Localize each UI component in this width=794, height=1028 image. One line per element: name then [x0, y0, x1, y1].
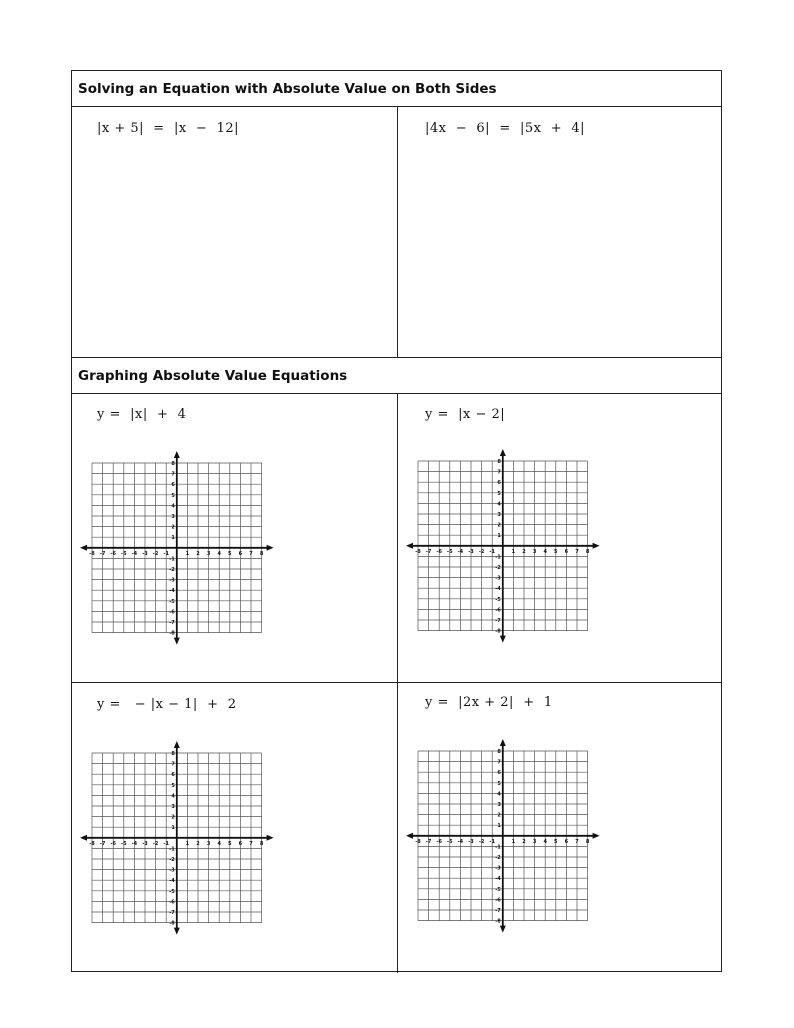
x-tick-label: -7: [99, 840, 106, 847]
axis-arrow-icon: [500, 739, 506, 746]
y-tick-label: -1: [495, 844, 501, 851]
x-tick-label: -2: [478, 548, 485, 555]
x-tick-label: -6: [110, 840, 116, 847]
x-tick-label: 7: [249, 840, 253, 847]
y-tick-label: -2: [495, 565, 501, 571]
y-tick-label: 2: [171, 524, 175, 531]
y-tick-label: 5: [497, 490, 501, 497]
x-tick-label: 5: [554, 838, 558, 845]
y-tick-label: -3: [169, 577, 175, 584]
x-tick-label: 3: [532, 548, 537, 555]
x-tick-label: 4: [217, 550, 221, 557]
axis-arrow-icon: [500, 926, 506, 933]
x-tick-label: -5: [447, 838, 453, 845]
x-tick-label: -4: [131, 550, 138, 557]
y-tick-label: -5: [495, 596, 501, 603]
equation-graph-1: y = |x| + 4: [97, 407, 187, 422]
equation-solve-2: |4x − 6| = |5x + 4|: [425, 121, 586, 136]
y-tick-label: 6: [171, 482, 175, 489]
y-tick-label: 3: [171, 514, 175, 520]
coordinate-grid-3[interactable]: [80, 741, 280, 941]
x-tick-label: -3: [142, 840, 148, 847]
x-tick-label: -8: [89, 840, 95, 847]
x-tick-label: -7: [99, 550, 106, 557]
section-title-graphing: Graphing Absolute Value Equations: [72, 357, 721, 394]
y-tick-label: 2: [497, 522, 501, 529]
x-tick-label: -3: [468, 548, 474, 555]
y-tick-label: -4: [495, 586, 501, 593]
y-tick-label: -4: [495, 876, 501, 883]
x-tick-label: 2: [522, 548, 526, 555]
y-tick-label: 6: [497, 480, 501, 487]
axis-arrow-icon: [267, 545, 274, 551]
x-tick-label: 4: [543, 838, 547, 845]
x-tick-label: 2: [522, 838, 526, 845]
x-tick-label: -5: [121, 840, 127, 847]
x-tick-label: -7: [425, 838, 432, 845]
x-tick-label: -7: [425, 548, 432, 555]
y-tick-label: 7: [171, 471, 175, 478]
y-tick-label: -1: [495, 554, 501, 561]
coordinate-grid-1[interactable]: [80, 451, 280, 651]
x-tick-label: -1: [489, 548, 495, 555]
x-tick-label: 5: [228, 550, 232, 557]
x-tick-label: -6: [436, 548, 442, 555]
y-tick-label: 7: [171, 761, 175, 768]
y-tick-label: -8: [495, 628, 501, 635]
x-tick-label: -2: [478, 838, 485, 845]
y-tick-label: 6: [497, 770, 501, 777]
x-tick-label: -1: [489, 838, 495, 845]
x-tick-label: -8: [89, 550, 95, 557]
y-tick-label: -8: [169, 920, 175, 927]
x-tick-label: -4: [457, 838, 464, 845]
y-tick-label: -3: [169, 867, 175, 874]
y-tick-label: 4: [171, 503, 175, 510]
y-tick-label: 1: [171, 535, 175, 542]
x-tick-label: 6: [238, 840, 243, 847]
y-tick-label: 3: [171, 804, 175, 810]
y-tick-label: -1: [169, 846, 175, 853]
x-tick-label: -6: [110, 550, 116, 557]
axis-arrow-icon: [174, 638, 180, 645]
x-tick-label: -6: [436, 838, 442, 845]
x-tick-label: 5: [554, 548, 558, 555]
x-tick-label: 5: [228, 840, 232, 847]
y-tick-label: -2: [169, 857, 175, 863]
y-tick-label: 5: [171, 492, 175, 499]
x-tick-label: 8: [585, 838, 590, 845]
coordinate-grid-4[interactable]: [406, 739, 606, 939]
y-tick-label: -7: [169, 620, 175, 626]
column-divider: [397, 107, 398, 357]
y-tick-label: -2: [169, 567, 175, 573]
x-tick-label: -2: [152, 840, 159, 847]
x-tick-label: 6: [564, 838, 569, 845]
coordinate-grid-2[interactable]: [406, 449, 606, 649]
x-tick-label: -3: [468, 838, 474, 845]
x-tick-label: -4: [131, 840, 138, 847]
y-tick-label: -6: [169, 899, 175, 906]
y-tick-label: 4: [497, 791, 501, 798]
y-tick-label: 8: [171, 461, 175, 467]
axis-arrow-icon: [267, 835, 274, 841]
axis-arrow-icon: [80, 545, 87, 551]
worksheet-table: [71, 70, 722, 972]
x-tick-label: 7: [575, 548, 579, 555]
x-tick-label: 8: [259, 840, 264, 847]
axis-arrow-icon: [174, 451, 180, 458]
axis-arrow-icon: [593, 833, 600, 839]
y-tick-label: 4: [171, 793, 175, 800]
y-tick-label: 2: [497, 812, 501, 819]
y-tick-label: 1: [497, 823, 501, 830]
x-tick-label: 2: [196, 550, 200, 557]
x-tick-label: -5: [121, 550, 127, 557]
y-tick-label: -2: [495, 855, 501, 861]
x-tick-label: 4: [543, 548, 547, 555]
column-divider: [397, 394, 398, 973]
x-tick-label: 1: [185, 840, 190, 847]
x-tick-label: 1: [511, 548, 516, 555]
x-tick-label: 3: [532, 838, 537, 845]
y-tick-label: 8: [171, 751, 175, 757]
y-tick-label: -7: [495, 908, 501, 914]
y-tick-label: 8: [497, 749, 501, 755]
y-tick-label: 4: [497, 501, 501, 508]
y-tick-label: -4: [169, 588, 175, 595]
equation-graph-3: y = − |x − 1| + 2: [97, 697, 237, 712]
x-tick-label: 8: [259, 550, 264, 557]
x-tick-label: 2: [196, 840, 200, 847]
y-tick-label: -4: [169, 878, 175, 885]
x-tick-label: -5: [447, 548, 453, 555]
y-tick-label: 1: [497, 533, 501, 540]
x-tick-label: -2: [152, 550, 159, 557]
y-tick-label: -6: [495, 897, 501, 904]
y-tick-label: -7: [169, 910, 175, 916]
y-tick-label: -7: [495, 618, 501, 624]
x-tick-label: 8: [585, 548, 590, 555]
y-tick-label: 3: [497, 802, 501, 808]
y-tick-label: 3: [497, 512, 501, 518]
x-tick-label: 3: [206, 550, 211, 557]
axis-arrow-icon: [80, 835, 87, 841]
equation-graph-4: y = |2x + 2| + 1: [425, 695, 553, 710]
y-tick-label: 5: [497, 780, 501, 787]
x-tick-label: -8: [415, 548, 421, 555]
x-tick-label: -4: [457, 548, 464, 555]
row-divider: [72, 682, 721, 683]
x-tick-label: -3: [142, 550, 148, 557]
y-tick-label: 7: [497, 759, 501, 766]
x-tick-label: 1: [185, 550, 190, 557]
section-title-solving: Solving an Equation with Absolute Value on Both Sides: [72, 71, 721, 107]
equation-graph-2: y = |x − 2|: [425, 407, 506, 422]
x-tick-label: -1: [163, 550, 169, 557]
y-tick-label: 5: [171, 782, 175, 789]
x-tick-label: 7: [249, 550, 253, 557]
axis-arrow-icon: [593, 543, 600, 549]
y-tick-label: -3: [495, 865, 501, 872]
y-tick-label: 7: [497, 469, 501, 476]
y-tick-label: -5: [169, 598, 175, 605]
y-tick-label: 1: [171, 825, 175, 832]
x-tick-label: 4: [217, 840, 221, 847]
y-tick-label: -5: [495, 886, 501, 893]
axis-arrow-icon: [500, 636, 506, 643]
y-tick-label: -5: [169, 888, 175, 895]
x-tick-label: 1: [511, 838, 516, 845]
y-tick-label: -3: [495, 575, 501, 582]
x-tick-label: 7: [575, 838, 579, 845]
axis-arrow-icon: [174, 741, 180, 748]
axis-arrow-icon: [406, 543, 413, 549]
y-tick-label: -8: [495, 918, 501, 925]
y-tick-label: 2: [171, 814, 175, 821]
x-tick-label: -8: [415, 838, 421, 845]
y-tick-label: -1: [169, 556, 175, 563]
axis-arrow-icon: [406, 833, 413, 839]
y-tick-label: -8: [169, 630, 175, 637]
x-tick-label: -1: [163, 840, 169, 847]
y-tick-label: -6: [169, 609, 175, 616]
y-tick-label: 8: [497, 459, 501, 465]
x-tick-label: 3: [206, 840, 211, 847]
y-tick-label: -6: [495, 607, 501, 614]
axis-arrow-icon: [500, 449, 506, 456]
x-tick-label: 6: [564, 548, 569, 555]
equation-solve-1: |x + 5| = |x − 12|: [97, 121, 239, 136]
y-tick-label: 6: [171, 772, 175, 779]
x-tick-label: 6: [238, 550, 243, 557]
axis-arrow-icon: [174, 928, 180, 935]
